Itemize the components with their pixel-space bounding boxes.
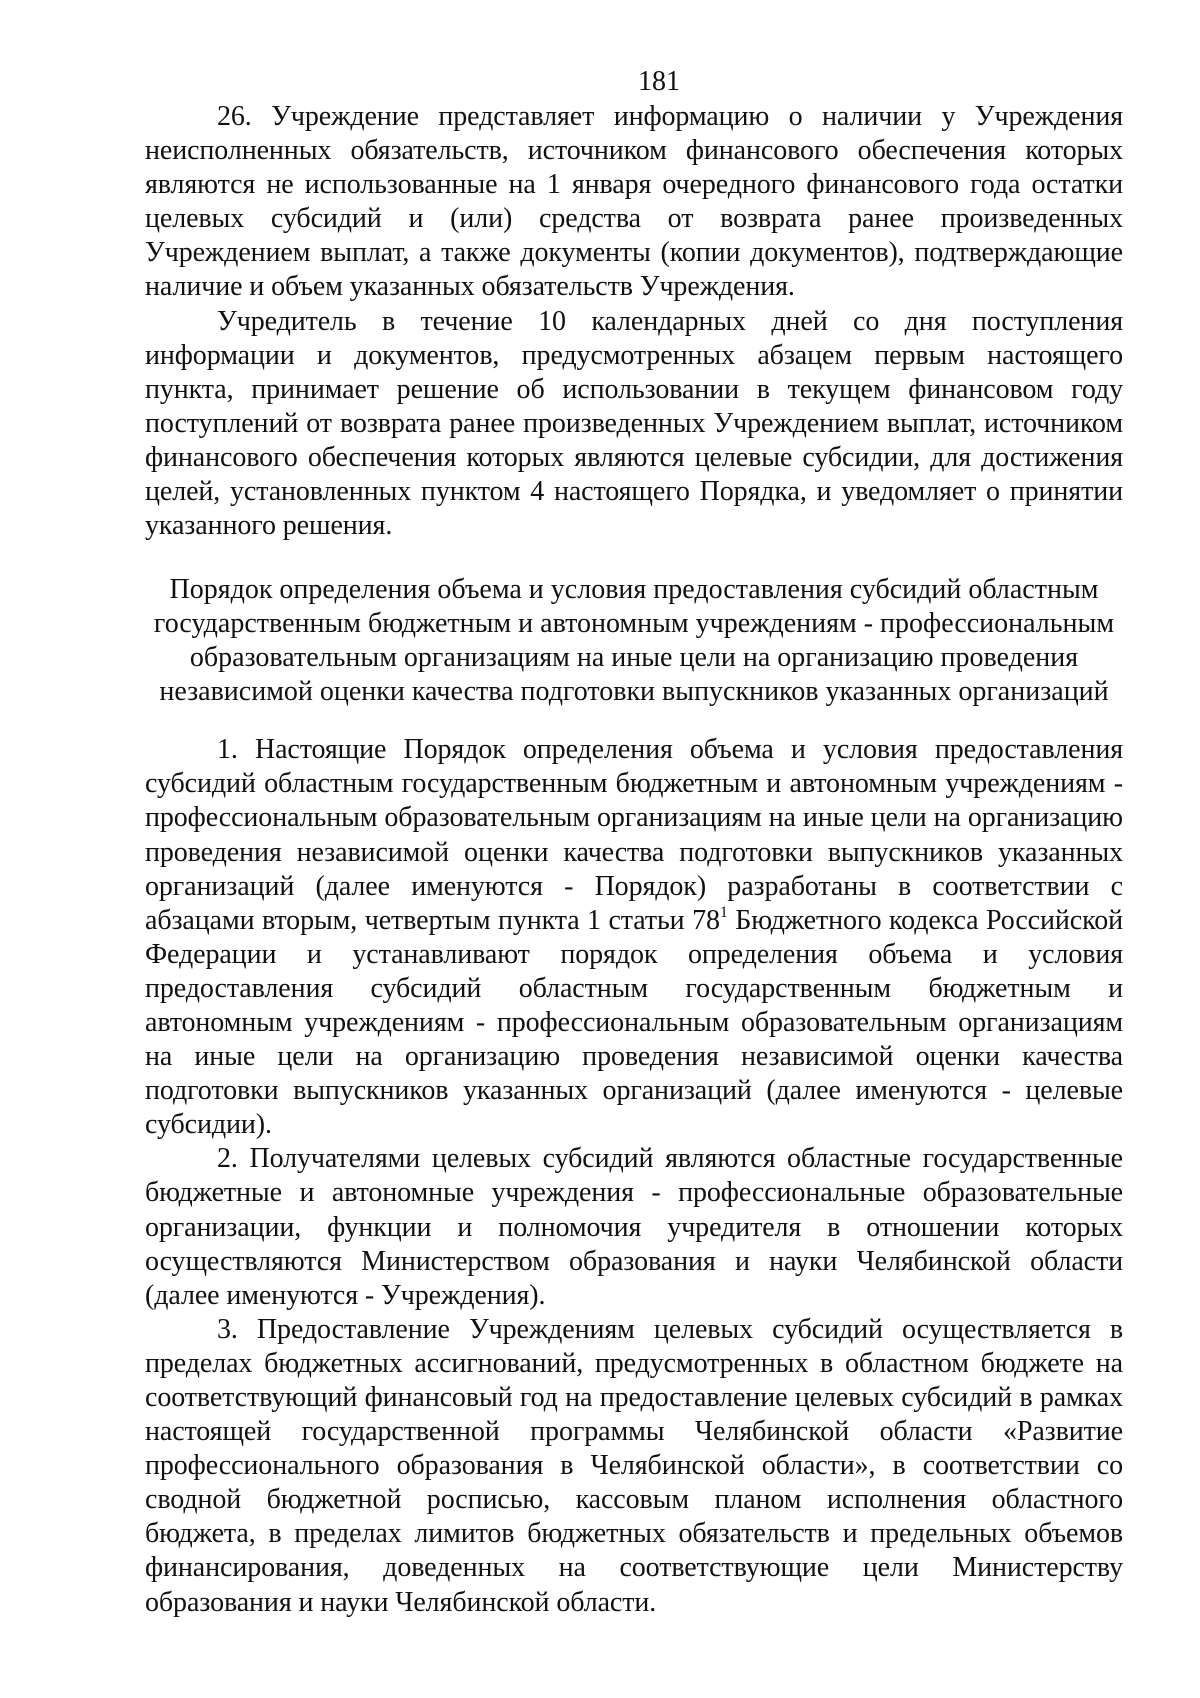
item-3: 3. Предоставление Учреждениям целевых субсидий осуществляется в пределах бюджетных ассигнований, предусмотренных в областном бюджете на соответствующий финансовый год на предоставление целевых субсидий в рамках настоящей государственной программы Челябинской области «Развитие профессионального образования в Челябинской области», в соответствии со сводной бюджетной росписью, кассовым планом исполнения областного бюджета, в пределах лимитов бюджетных обязательств и предельных объемов финансирования, доведенных на соответствующие цели Министерству образования и науки Челябинской области. (145, 1313, 1123, 1618)
article-superscript: 1 (719, 903, 728, 921)
item-1 (145, 733, 1123, 1142)
section-title-line: Порядок определения объема и условия предоставления субсидий областным (169, 574, 1099, 606)
paragraph-26: 26. Учреждение представляет информацию о наличии у Учреждения неисполненных обязательств, источником финансового обеспечения которых являются не использованные на 1 января очередного финансового года остатки целевых субсидий и (или) средства от возврата ранее произведенных Учреждением выплат, а также документы (копии документов), подтверждающие наличие и объем указанных обязательств Учреждения. (145, 101, 1123, 303)
item-1-text-before: 1. Настоящие Порядок определения объема и условия предоставления субсидий областным государственным бюджетным и автономным учреждениям - профессиональным образовательным организациям на иные цели на организацию проведения независимой оценки качества подготовки выпускников указанных организаций (далее именуются - Порядок) разработаны в соответствии с абзацами вторым, четвертым пункта 1 статьи 78 (145, 734, 1123, 936)
item-2: 2. Получателями целевых субсидий являются областные государственные бюджетные и автономные учреждения - профессиональные образовательные организации, функции и полномочия учредителя в отношении которых осуществляются Министерством образования и науки Челябинской области (далее именуются - Учреждения). (145, 1143, 1123, 1311)
page-number: 181 (638, 66, 680, 97)
item-1-text-after: Бюджетного кодекса Российской Федерации и устанавливают порядок определения объема и условия предоставления субсидий областным государственным бюджетным и автономным учреждениям - профессиональным образовательным организациям на иные цели на организацию проведения независимой оценки качества подготовки выпускников указанных организаций (далее именуются - целевые субсидии). (145, 904, 1123, 1141)
paragraph-founder-decision: Учредитель в течение 10 календарных дней со дня поступления информации и документов, предусмотренных абзацем первым настоящего пункта, принимает решение об использовании в текущем финансовом году поступлений от возврата ранее произведенных Учреждением выплат, источником финансового обеспечения которых являются целевые субсидии, для достижения целей, установленных пунктом 4 настоящего Порядка, и уведомляет о принятии указанного решения. (145, 305, 1123, 542)
section-title-line: государственным бюджетным и автономным учреждениям - профессиональным (153, 608, 1115, 640)
section-title (145, 573, 1123, 709)
section-title-line: образовательным организациям на иные цели на организацию проведения (189, 642, 1079, 674)
section-title-line: независимой оценки качества подготовки выпускников указанных организаций (159, 676, 1109, 708)
document-page (145, 64, 1123, 1620)
